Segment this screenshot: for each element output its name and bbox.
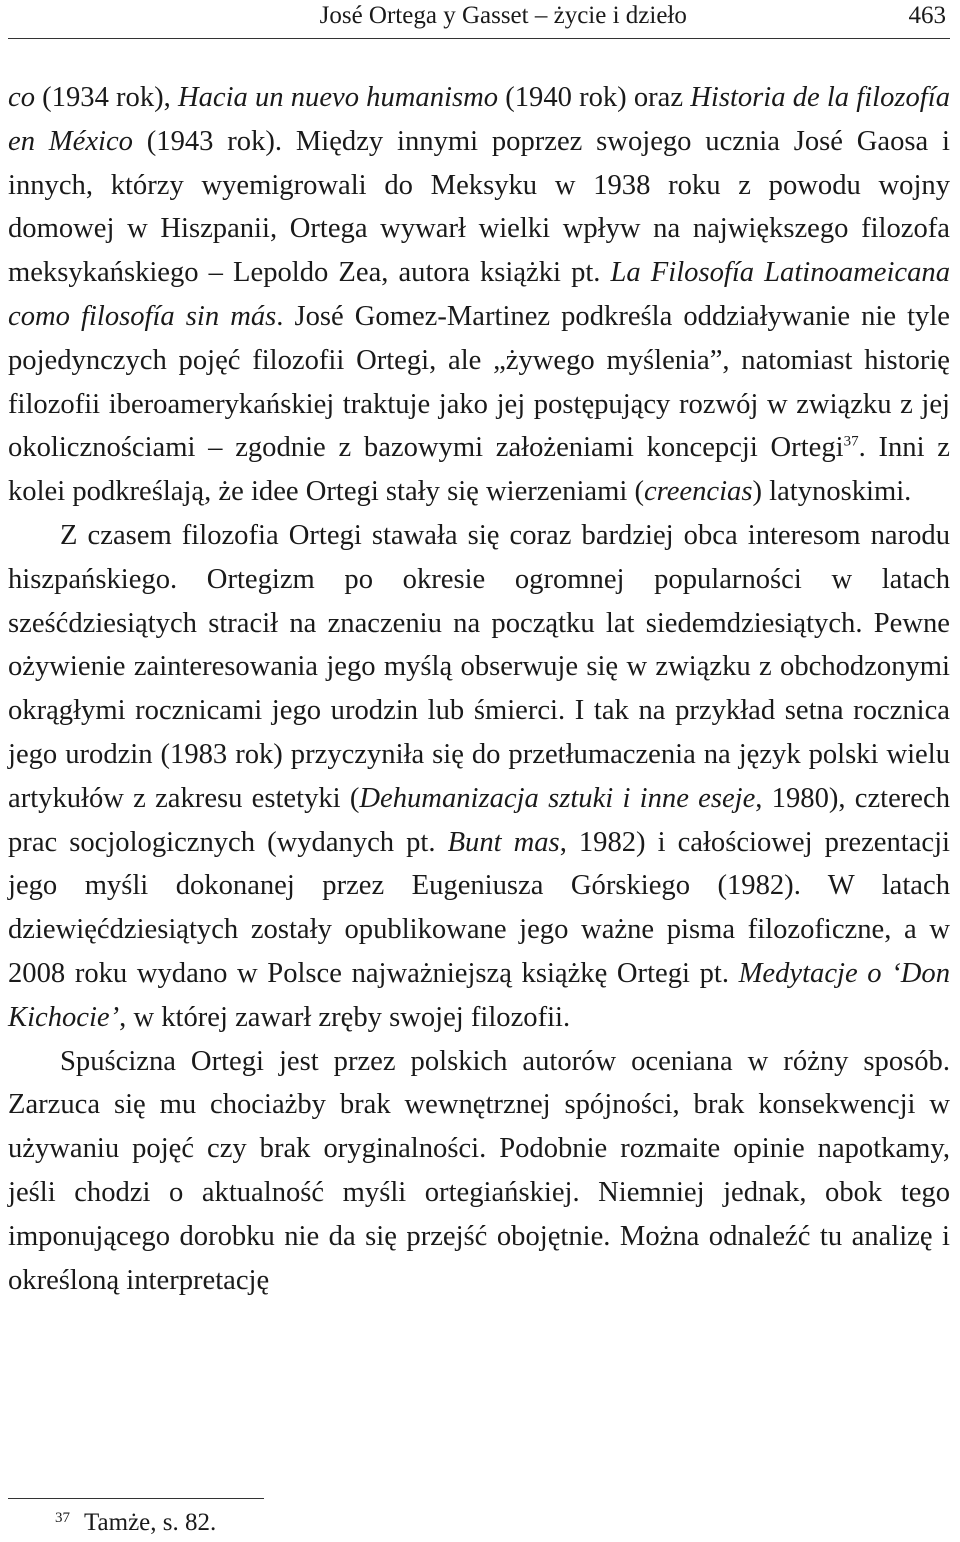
text-run: . Inni z kolei podkreślają, że idee Ortegi stały się wierzeniami ( [8,432,950,508]
foreign-term: creencias [643,476,753,508]
book-title: Medytacje o ‘Don Kichocie’ [8,957,950,1033]
text-run: Z czasem filozofia Ortegi stawała się coraz bardziej obca interesom narodu hiszpańskiego. Ortegizm po okresie ogromnej popularności w latach sześćdziesiątych stracił na znaczeniu na początku lat siedemdziesiątych. Pewne ożywienie zainteresowania jego myślą obserwuje się w związku z obchodzonymi okrągłymi rocznicami jego urodzin lub śmierci. I tak na przykład setna rocznica jego urodzin (1983 rok) przyczyniła się do przetłumaczenia na język polski wielu artykułów z zakresu estetyki ( [8,519,950,814]
body-text [8,76,950,1302]
text-run: , w której zawarł zręby swojej filozofii. [119,1001,571,1033]
paragraph-3 [8,1040,950,1303]
text-run: (1940 rok) oraz [498,82,691,113]
book-title: Historia de la filozofía en México [8,82,950,157]
footnote-divider [8,1498,264,1499]
footnote-number: 37 [55,1510,70,1526]
running-header [8,2,950,39]
text-run: ) latynoskimi. [752,476,912,508]
text-run: Spuścizna Ortegi jest przez polskich autorów oceniana w różny sposób. Zarzuca się mu chociażby brak wewnętrznej spójności, brak konsekwencji w używaniu pojęć czy brak oryginalności. Podobnie rozmaite opinie napotkamy, jeśli chodzi o aktualność myśli ortegiańskiej. Niemniej jednak, obok tego imponującego dorobku nie da się przejść obojętnie. Można odnaleźć tu analizę i określoną interpretację [8,1045,950,1296]
book-title: Hacia un nuevo humanismo [177,82,499,113]
running-title: José Ortega y Gasset – życie i dzieło [319,2,687,29]
book-title: co [8,82,35,113]
paragraph-1 [8,76,950,514]
footnote [55,1508,216,1538]
book-title: Dehumanizacja sztuki i inne eseje [359,782,756,814]
document-page [0,2,960,1542]
footnote-reference: 37 [843,433,859,450]
text-run: , 1982) i całościowej prezentacji jego myśli dokonanej przez Eugeniusza Górskiego (1982). W latach dziewięćdziesiątych zostały opublikowane jego ważne pisma filozoficzne, a w 2008 roku wydano w Polsce najważniejszą książkę Ortegi pt. [8,826,950,989]
text-run: (1934 rok), [35,82,178,113]
book-title: La Filosofía Latinoameicana como filosofía sin más [8,257,950,332]
page-number: 463 [908,2,946,29]
text-run: , 1980), czterech prac socjologicznych (wydanych pt. [8,782,950,858]
book-title: Bunt mas [447,826,560,858]
text-run: (1943 rok). Między innymi poprzez swojego ucznia José Gaosa i innych, którzy wyemigrowali do Meksyku w 1938 roku z powodu wojny domowej w Hiszpanii, Ortega wywarł wielki wpływ na największego filozofa meksykańskiego – Lepoldo Zea, autora książki pt. [8,125,950,289]
text-run: . José Gomez-Martinez podkreśla oddziaływanie nie tyle pojedynczych pojęć filozofii Ortegi, ale „żywego myślenia”, natomiast historię filozofii iberoamerykańskiej traktuje jako jej postępujący rozwój w związku z jej okolicznościami – zgodnie z bazowymi założeniami koncepcji Ortegi [8,300,950,464]
paragraph-2 [8,514,950,1040]
footnote-text: Tamże, s. 82. [84,1509,217,1536]
